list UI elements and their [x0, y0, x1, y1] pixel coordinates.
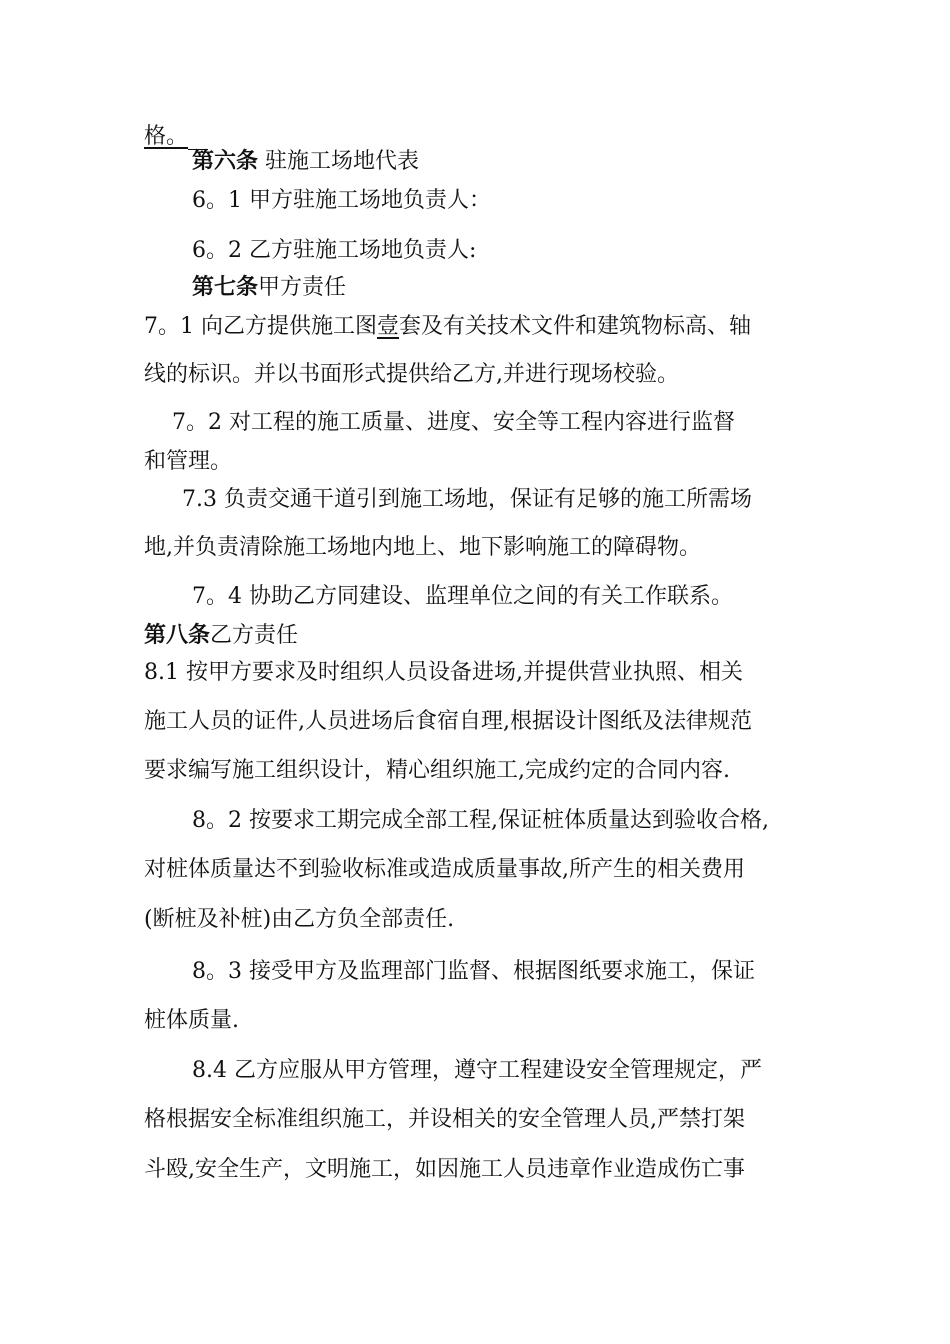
text-line: 对桩体质量达不到验收标准或造成质量事故,所产生的相关费用 — [144, 857, 745, 882]
text-fragment: 7。1 向乙方提供施工图 — [144, 314, 377, 339]
text-line — [144, 312, 751, 342]
text-line: 8.4 乙方应服从甲方管理，遵守工程建设安全管理规定，严 — [192, 1058, 762, 1083]
section-number: 第六条 — [192, 148, 259, 174]
section-title: 甲方责任 — [258, 275, 347, 300]
underlined-text: 壹 — [377, 314, 400, 339]
text-line: 6。2 乙方驻施工场地负责人: — [192, 238, 477, 263]
text-fragment: 格。 — [144, 124, 189, 149]
text-line: 斗殴,安全生产，文明施工，如因施工人员违章作业造成伤亡事 — [144, 1157, 745, 1182]
text-line: 6。1 甲方驻施工场地负责人： — [192, 188, 491, 213]
text-line: 7.3 负责交通干道引到施工场地，保证有足够的施工所需场 — [182, 487, 752, 512]
section-title: 乙方责任 — [210, 623, 299, 648]
text-fragment: 套及有关技术文件和建筑物标高、轴 — [399, 314, 752, 339]
section-heading-8 — [144, 620, 298, 651]
text-line: 8。2 按要求工期完成全部工程,保证桩体质量达到验收合格, — [192, 808, 769, 833]
text-line: 和管理。 — [144, 449, 233, 474]
section-number: 第八条 — [144, 622, 211, 648]
text-line: 7。4 协助乙方同建设、监理单位之间的有关工作联系。 — [192, 584, 733, 609]
text-line: (断桩及补桩)由乙方负全部责任. — [144, 907, 455, 932]
section-heading-6 — [192, 146, 419, 177]
text-line: 格根据安全标准组织施工，并设相关的安全管理人员,严禁打架 — [144, 1107, 745, 1132]
text-line: 线的标识。并以书面形式提供给乙方,并进行现场校验。 — [144, 362, 679, 387]
text-line: 地,并负责清除施工场地内地上、地下影响施工的障碍物。 — [144, 535, 701, 560]
text-line: 8.1 按甲方要求及时组织人员设备进场,并提供营业执照、相关 — [144, 660, 743, 685]
text-line: 8。3 接受甲方及监理部门监督、根据图纸要求施工，保证 — [192, 959, 755, 984]
section-heading-7 — [192, 272, 346, 303]
text-line: 桩体质量. — [144, 1008, 239, 1033]
text-line: 7。2 对工程的施工质量、进度、安全等工程内容进行监督 — [172, 410, 735, 435]
text-line: 要求编写施工组织设计，精心组织施工,完成约定的合同内容. — [144, 758, 730, 783]
section-title: 驻施工场地代表 — [258, 149, 420, 174]
text-line: 施工人员的证件,人员进场后食宿自理,根据设计图纸及法律规范 — [144, 709, 752, 734]
section-number: 第七条 — [192, 274, 259, 300]
